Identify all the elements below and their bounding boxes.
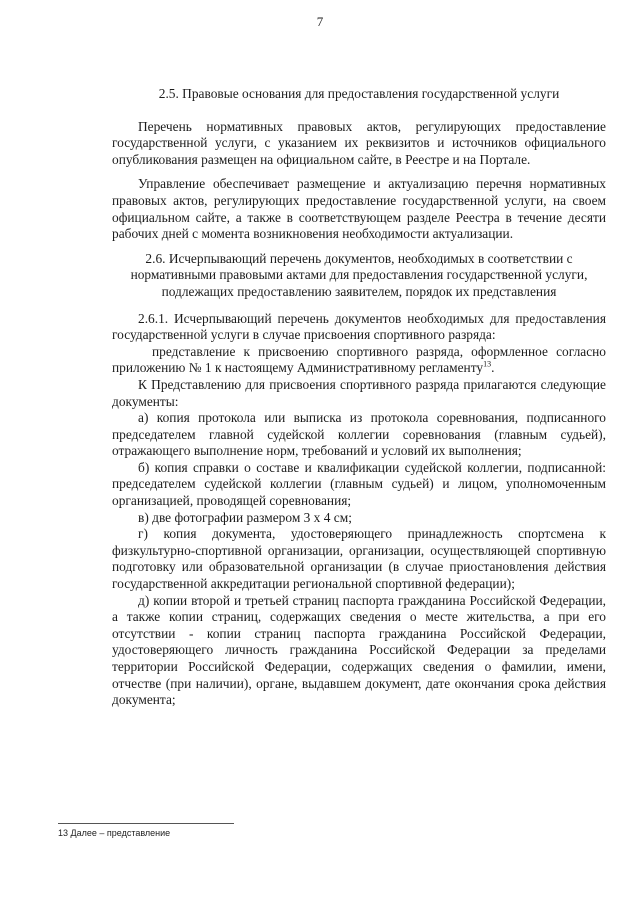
section-2-5-paragraph-2: Управление обеспечивает размещение и актуализацию перечня нормативных правовых актов, регулирующих предоставление государственной услуги, на своем официальном сайте, а также в соответствующем разделе Реестра в течение десяти рабочих дней с момента возникновения необходимости актуализации.: [112, 176, 606, 242]
list-item-b: б) копия справки о составе и квалификации судейской коллегии, подписанной: председателем судейской коллегии (главным судьей) и лицом, уполномоченным организацией, проводящей соревнования;: [112, 459, 606, 509]
section-2-5-paragraph-1: Перечень нормативных правовых актов, регулирующих предоставление государственной услуги, с указанием их реквизитов и источников официального опубликования размещен на официальном сайте, в Реестре и на Портале.: [112, 118, 606, 167]
list-item-g: г) копия документа, удостоверяющего принадлежность спортсмена к физкультурно-спортивной организации, организации, осуществляющей спортивную подготовку или образовательной организации (в случае приостановления действия государственной аккредитации региональной спортивной федерации);: [112, 526, 606, 592]
representation-paragraph: [112, 344, 606, 377]
documents-intro: К Представлению для присвоения спортивного разряда прилагаются следующие документы:: [112, 376, 606, 409]
footnote-reference: 13: [483, 359, 492, 369]
page-number: 7: [316, 14, 324, 29]
footnote: 13 Далее – представление: [58, 828, 171, 838]
representation-end: .: [491, 360, 495, 376]
section-2-5-heading: 2.5. Правовые основания для предоставления государственной услуги: [158, 86, 560, 101]
section-2-6-1-paragraph: 2.6.1. Исчерпывающий перечень документов необходимых для предоставления государственной услуги в случае присвоения спортивного разряда:: [112, 310, 606, 343]
list-item-d: д) копии второй и третьей страниц паспорта гражданина Российской Федерации, а также копии страниц, содержащих сведения о месте жительства, а при его отсутствии - копии страниц паспорта гражданина Российской Федерации, удостоверяющего личность гражданина Российской Федерации за пределами территории Российской Федерации, содержащих сведения о фамилии, имени, отчестве (при наличии), органе, выдавшем документ, дате окончания срока действия документа;: [112, 592, 606, 708]
section-2-6-heading: 2.6. Исчерпывающий перечень документов, необходимых в соответствии с нормативными правовыми актами для предоставления государственной услуги, подлежащих предоставлению заявителем, порядок их представления: [130, 250, 588, 299]
footnote-separator: [58, 823, 234, 824]
list-item-v: в) две фотографии размером 3 х 4 см;: [138, 509, 352, 525]
page-content: [112, 86, 606, 709]
representation-text: представление к присвоению спортивного разряда, оформленное согласно приложению № 1 к настоящему Административному регламенту: [112, 343, 606, 376]
list-item-a: а) копия протокола или выписка из протокола соревнования, подписанного председателем главной судейской коллегии соревнования (главным судьей), отражающего выполнение норм, требований и условий их выполнения;: [112, 410, 606, 459]
